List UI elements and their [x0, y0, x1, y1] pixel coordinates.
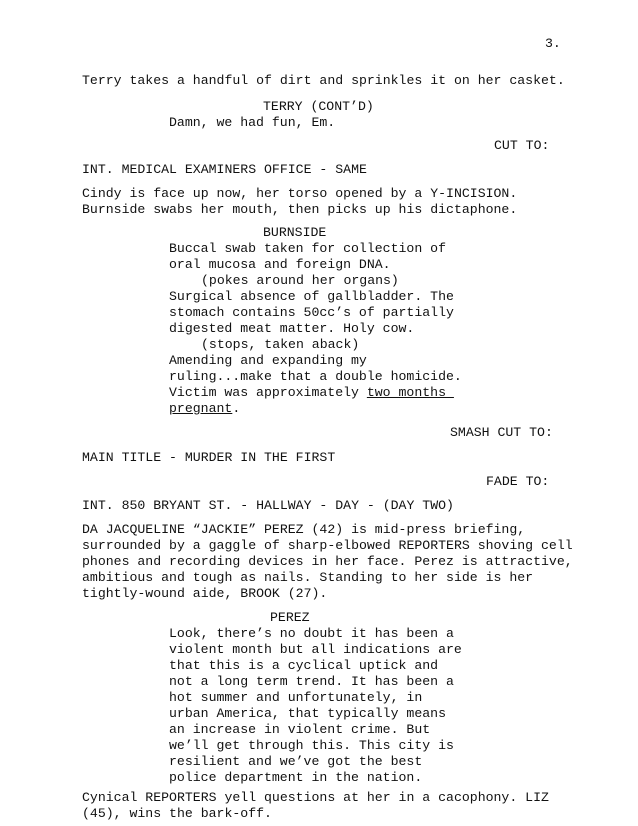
scene-heading: INT. MEDICAL EXAMINERS OFFICE - SAME	[82, 162, 367, 177]
dialogue-line: Surgical absence of gallbladder. The	[169, 289, 454, 304]
dialogue-line: digested meat matter. Holy cow.	[169, 321, 415, 336]
transition: SMASH CUT TO:	[450, 425, 553, 440]
dialogue-line: violent month but all indications are	[169, 642, 462, 657]
action-line: tightly-wound aide, BROOK (27).	[82, 586, 328, 601]
action-line: ambitious and tough as nails. Standing to her side is her	[82, 570, 534, 585]
action-line: (45), wins the bark-off.	[82, 806, 272, 821]
action-line: phones and recording devices in her face. Perez is attractive,	[82, 554, 573, 569]
dialogue-text: Victim was approximately	[169, 385, 367, 400]
dialogue-line: police department in the nation.	[169, 770, 423, 785]
action-line: Cynical REPORTERS yell questions at her in a cacophony. LIZ	[82, 790, 549, 805]
dialogue-line: oral mucosa and foreign DNA.	[169, 257, 391, 272]
dialogue-text: .	[232, 401, 241, 416]
parenthetical: (stops, taken aback)	[201, 337, 360, 352]
transition: FADE TO:	[486, 474, 550, 489]
dialogue-line: stomach contains 50cc’s of partially	[169, 305, 454, 320]
dialogue-line: Buccal swab taken for collection of	[169, 241, 446, 256]
action-line: Burnside swabs her mouth, then picks up his dictaphone.	[82, 202, 518, 217]
dialogue-line: resilient and we’ve got the best	[169, 754, 423, 769]
dialogue-line: an increase in violent crime. But	[169, 722, 431, 737]
underlined-text: two months	[366, 385, 454, 400]
dialogue-line: Damn, we had fun, Em.	[169, 115, 336, 130]
action-line: Cindy is face up now, her torso opened by a Y-INCISION.	[82, 186, 518, 201]
character-name: BURNSIDE	[263, 225, 327, 240]
dialogue-line: Look, there’s no doubt it has been a	[169, 626, 454, 641]
dialogue-line: ruling...make that a double homicide.	[169, 369, 462, 384]
underlined-text: pregnant	[169, 401, 233, 416]
action-line: surrounded by a gaggle of sharp-elbowed REPORTERS shoving cell	[82, 538, 573, 553]
transition: CUT TO:	[494, 138, 550, 153]
parenthetical: (pokes around her organs)	[201, 273, 399, 288]
dialogue-line	[169, 385, 454, 401]
character-name: TERRY (CONT’D)	[263, 99, 374, 114]
action-line: Terry takes a handful of dirt and sprinkles it on her casket.	[82, 73, 565, 88]
dialogue-line: that this is a cyclical uptick and	[169, 658, 439, 673]
main-title: MAIN TITLE - MURDER IN THE FIRST	[82, 450, 336, 465]
dialogue-line	[169, 401, 240, 417]
dialogue-line: we’ll get through this. This city is	[169, 738, 454, 753]
dialogue-line: hot summer and unfortunately, in	[169, 690, 423, 705]
dialogue-line: urban America, that typically means	[169, 706, 446, 721]
scene-heading: INT. 850 BRYANT ST. - HALLWAY - DAY - (DAY TWO)	[82, 498, 454, 513]
action-line: DA JACQUELINE “JACKIE” PEREZ (42) is mid-press briefing,	[82, 522, 526, 537]
dialogue-line: not a long term trend. It has been a	[169, 674, 454, 689]
page-number: 3.	[545, 36, 561, 51]
dialogue-line: Amending and expanding my	[169, 353, 367, 368]
character-name: PEREZ	[270, 610, 310, 625]
